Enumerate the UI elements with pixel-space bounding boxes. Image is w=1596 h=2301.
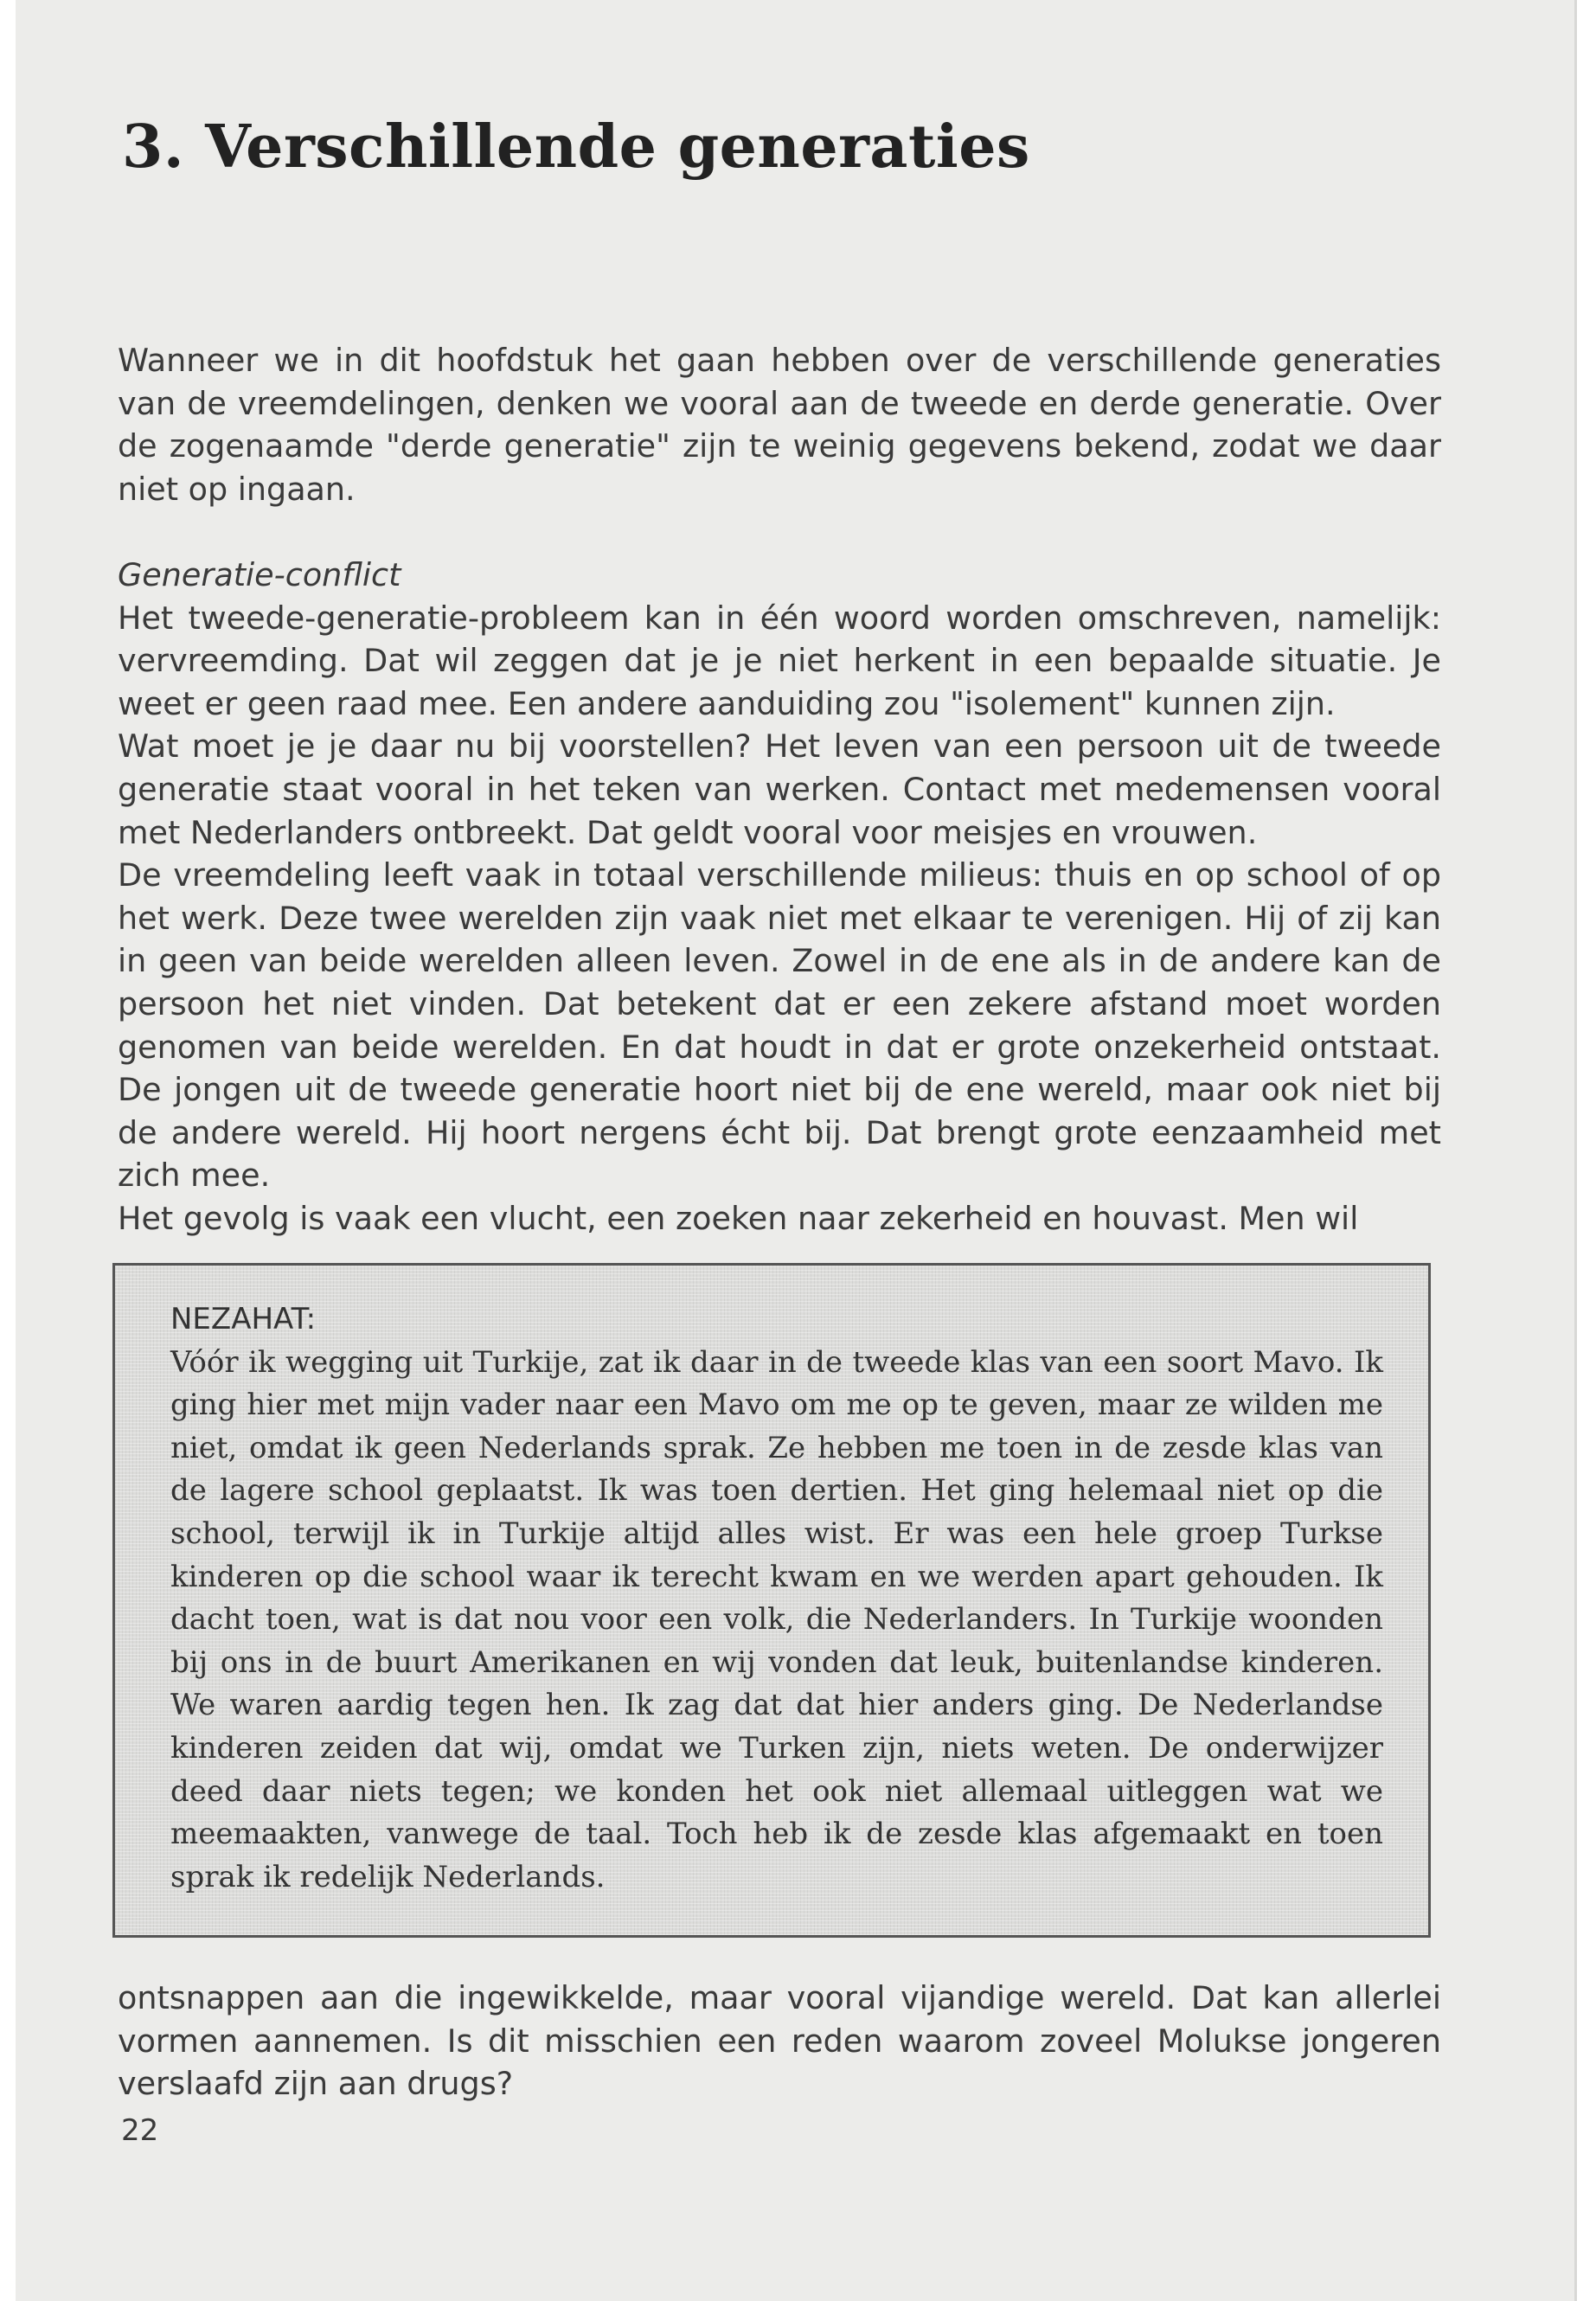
page-title: 3. Verschillende generaties bbox=[122, 112, 1030, 182]
quote-text: Vóór ik wegging uit Turkije, zat ik daar in de tweede klas van een soort Mavo. Ik ging hier met mijn vader naar een Mavo om me op te geven, maar ze wilden me niet, omdat ik geen Nederlands sprak. Ze hebben me toen in de zesde klas van de lagere school geplaatst. Ik was toen dertien. Het ging helemaal niet op die school, terwijl ik in Turkije altijd alles wist. Er was een hele groep Turkse kinderen op die school waar ik terecht kwam en we werden apart gehouden. Ik dacht toen, wat is dat nou voor een volk, die Nederlanders. In Turkije woonden bij ons in de buurt Amerikanen en wij vonden dat leuk, buitenlandse kinderen. We waren aardig tegen hen. Ik zag dat dat hier anders ging. De Nederlandse kinderen zeiden dat wij, omdat we Turken zijn, niets weten. De onderwijzer deed daar niets tegen; we konden het ook niet allemaal uitleggen wat we meemaakten, vanwege de taal. Toch heb ik de zesde klas afgemaakt en toen sprak ik redelijk Nederlands. bbox=[170, 1344, 1383, 1894]
page-number: 22 bbox=[121, 2113, 159, 2148]
quote-speaker: NEZAHAT: bbox=[170, 1302, 317, 1336]
section-heading: Generatie-conflict bbox=[118, 556, 401, 593]
quote-box bbox=[112, 1263, 1431, 1938]
paragraph: Wat moet je je daar nu bij voorstellen? Het leven van een persoon uit de tweede generatie staat vooral in het teken van werken. Contact met medemensen vooral met Nederlanders ontbreekt. Dat geldt vooral voor meisjes en vrouwen. bbox=[118, 727, 1441, 851]
paragraph: Het tweede-generatie-probleem kan in één woord worden omschreven, namelijk: vervreemding. Dat wil zeggen dat je je niet herkent in een bepaalde situatie. Je weet er geen raad mee. Een andere aanduiding zou "isolement" kunnen zijn. bbox=[118, 599, 1441, 722]
paragraph: De vreemdeling leeft vaak in totaal verschillende milieus: thuis en op school of op het werk. Deze twee werelden zijn vaak niet met elkaar te verenigen. Hij of zij kan in geen van beide werelden alleen leven. Zowel in de ene als in de andere kan de persoon het niet vinden. Dat betekent dat er een zekere afstand moet worden genomen van beide werelden. En dat houdt in dat er grote onzekerheid ontstaat. De jongen uit de tweede generatie hoort niet bij de ene wereld, maar ook niet bij de andere wereld. Hij hoort nergens écht bij. Dat brengt grote eenzaamheid met zich mee. bbox=[118, 856, 1441, 1195]
book-page bbox=[16, 0, 1577, 2301]
section-generatie-conflict bbox=[118, 554, 1441, 1240]
intro-paragraph: Wanneer we in dit hoofdstuk het gaan hebben over de verschillende generaties van de vreemdelingen, denken we vooral aan de tweede en derde generatie. Over de zogenaamde "derde generatie" zijn te weinig gegevens bekend, zodat we daar niet op ingaan. bbox=[118, 342, 1441, 508]
outro-paragraph: ontsnappen aan die ingewikkelde, maar vooral vijandige wereld. Dat kan allerlei vormen aannemen. Is dit misschien een reden waarom zoveel Molukse jongeren verslaafd zijn aan drugs? bbox=[118, 1979, 1441, 2103]
paragraph: Het gevolg is vaak een vlucht, een zoeken naar zekerheid en houvast. Men wil bbox=[118, 1199, 1359, 1237]
